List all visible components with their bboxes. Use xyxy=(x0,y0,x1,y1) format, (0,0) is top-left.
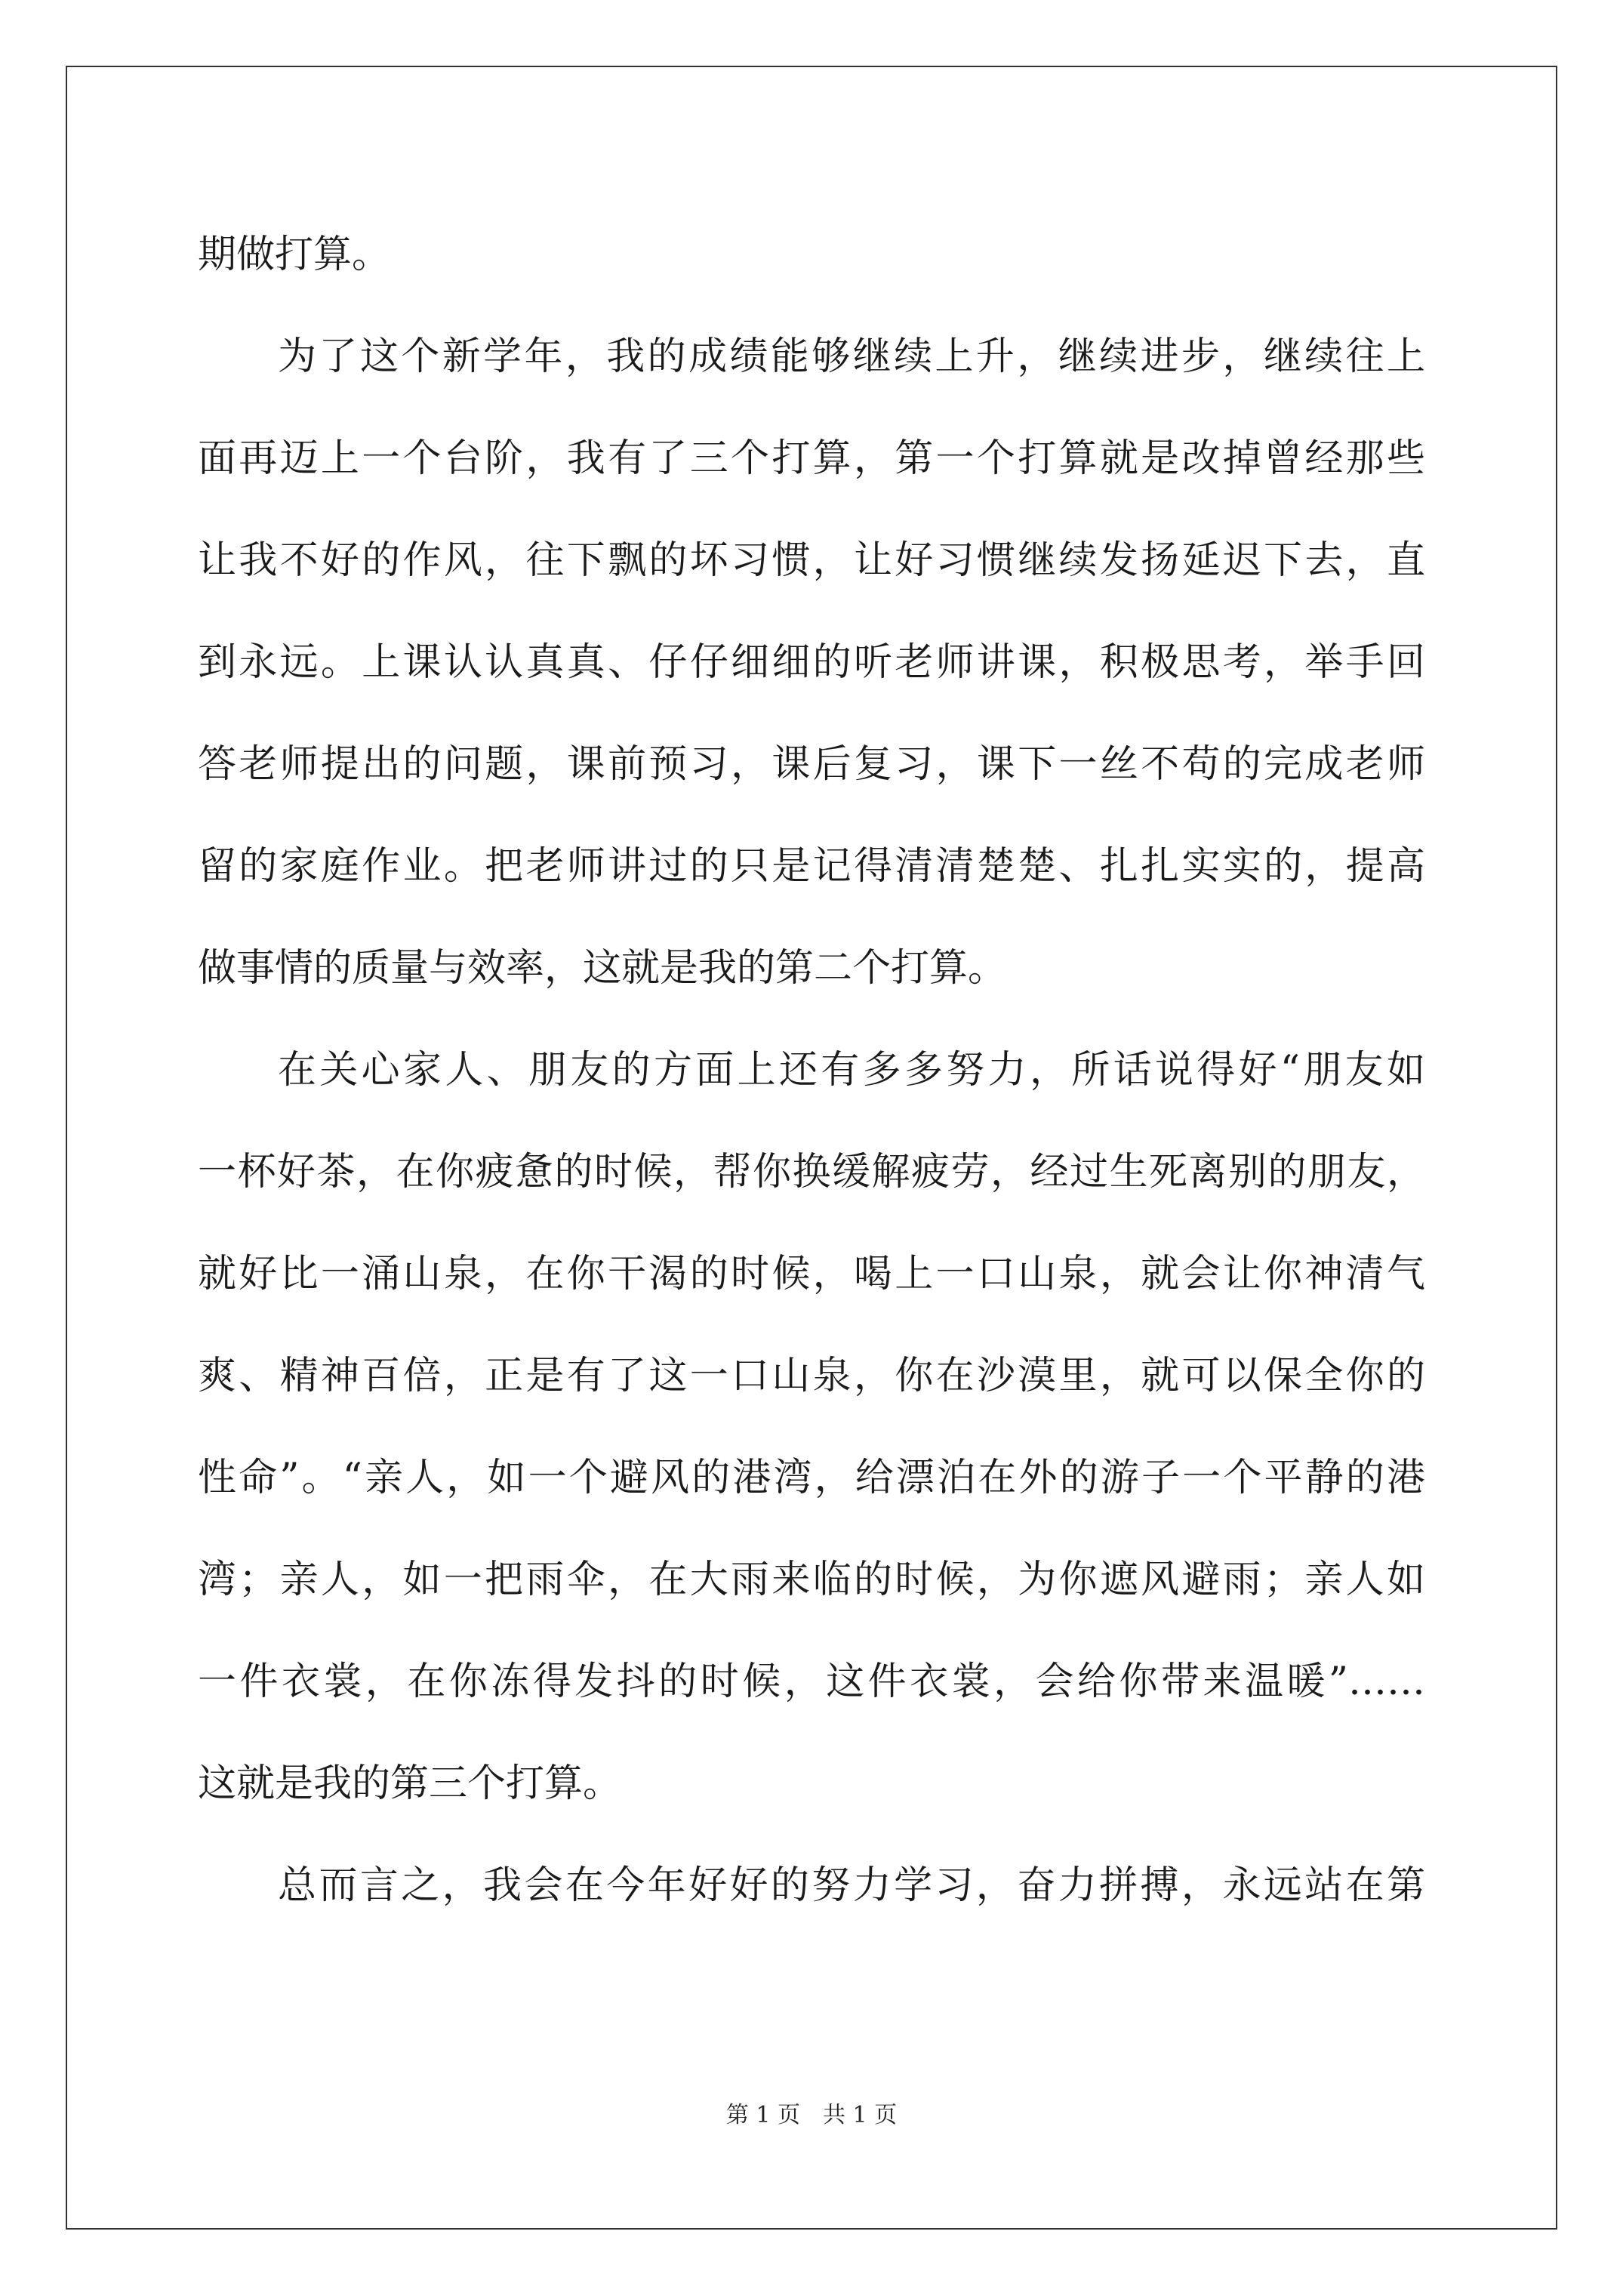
text-line: 一件衣裳，在你冻得发抖的时候，这件衣裳，会给你带来温暖”…… xyxy=(198,1660,1425,1704)
text-line: 留的家庭作业。把老师讲过的只是记得清清楚楚、扎扎实实的，提高 xyxy=(198,844,1425,889)
text-line: 爽、精神百倍，正是有了这一口山泉，你在沙漠里，就可以保全你的 xyxy=(198,1354,1425,1398)
text-line: 一杯好茶，在你疲惫的时候，帮你换缓解疲劳，经过生死离别的朋友， xyxy=(198,1150,1425,1194)
text-line: 到永远。上课认认真真、仔仔细细的听老师讲课，积极思考，举手回 xyxy=(198,640,1425,685)
text-line: 性命”。“亲人，如一个避风的港湾，给漂泊在外的游子一个平静的港 xyxy=(198,1456,1425,1500)
text-line: 这就是我的第三个打算。 xyxy=(198,1761,622,1806)
text-line: 答老师提出的问题，课前预习，课后复习，课下一丝不苟的完成老师 xyxy=(198,742,1425,787)
document-body xyxy=(198,204,1425,1937)
page-number-footer: 第 1 页 共 1 页 xyxy=(725,2102,898,2128)
text-line: 在关心家人、朋友的方面上还有多多努力，所话说得好“朋友如 xyxy=(278,1048,1425,1093)
text-line: 面再迈上一个台阶，我有了三个打算，第一个打算就是改掉曾经那些 xyxy=(198,436,1425,481)
text-line: 总而言之，我会在今年好好的努力学习，奋力拼搏，永远站在第 xyxy=(278,1863,1425,1908)
text-line: 湾；亲人，如一把雨伞，在大雨来临的时候，为你遮风避雨；亲人如 xyxy=(198,1558,1425,1602)
text-line: 就好比一涌山泉，在你干渴的时候，喝上一口山泉，就会让你神清气 xyxy=(198,1252,1425,1296)
text-line: 期做打算。 xyxy=(198,233,391,277)
text-line: 为了这个新学年，我的成绩能够继续上升，继续进步，继续往上 xyxy=(278,334,1425,379)
text-line: 让我不好的作风，往下飘的坏习惯，让好习惯继续发扬延迟下去，直 xyxy=(198,538,1425,583)
text-line: 做事情的质量与效率，这就是我的第二个打算。 xyxy=(198,946,1007,991)
